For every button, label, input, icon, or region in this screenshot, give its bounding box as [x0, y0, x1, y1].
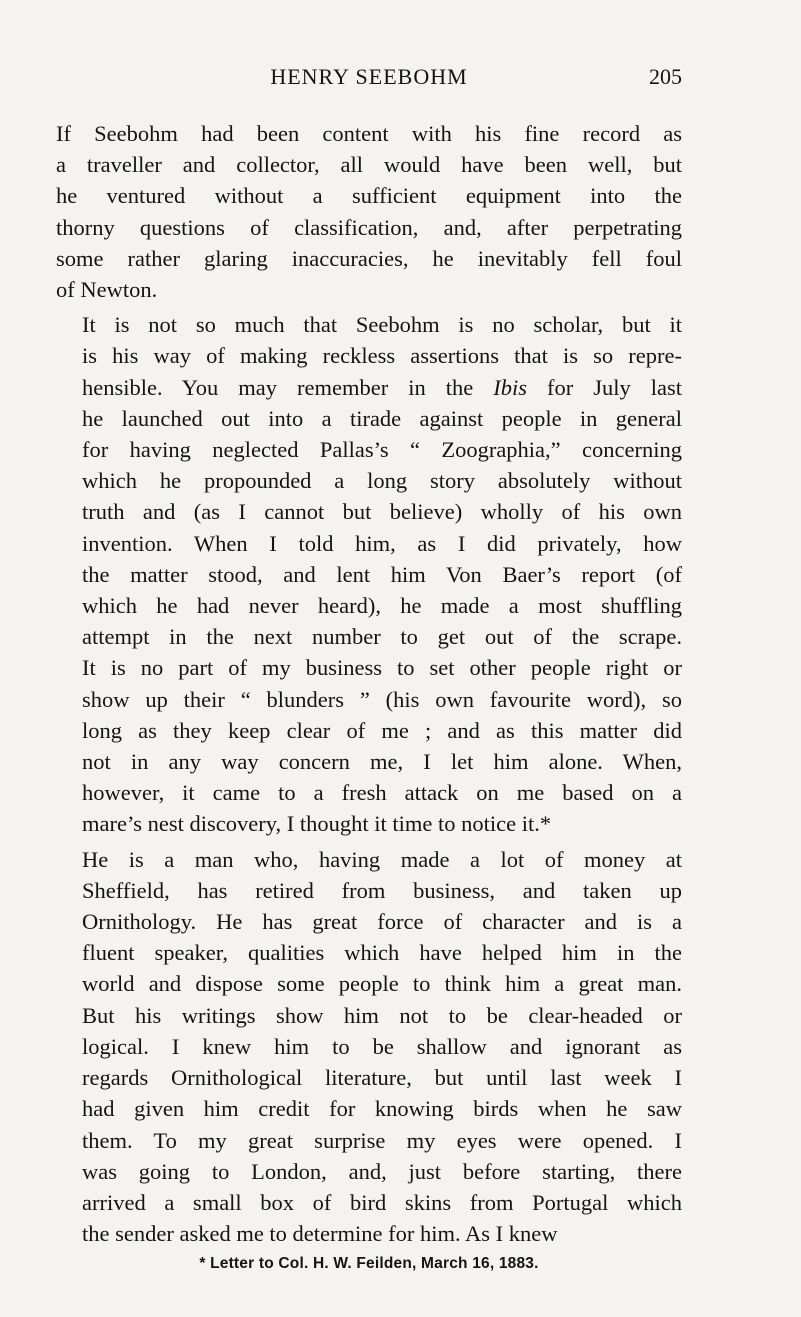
text-line: He is a man who, having made a lot of money at — [82, 846, 682, 872]
text-line: for having neglected Pallas’s “ Zoographia,” concerning — [82, 437, 682, 463]
text-line: long as they keep clear of me ; and as this matter did — [82, 717, 682, 743]
text-line: which he had never heard), he made a most shuffling — [82, 593, 682, 619]
text-line: logical. I knew him to be shallow and ignorant as — [82, 1033, 682, 1059]
text-line: attempt in the next number to get out of the scrape. — [82, 624, 682, 650]
paragraph — [56, 309, 682, 839]
text-line: he launched out into a tirade against people in general — [82, 405, 682, 431]
book-page — [56, 60, 682, 1273]
text-line: show up their “ blunders ” (his own favourite word), so — [82, 686, 682, 712]
text-line: regards Ornithological literature, but until last week I — [82, 1065, 682, 1091]
text-line: had given him credit for knowing birds when he saw — [82, 1096, 682, 1122]
text-line: Sheffield, has retired from business, and taken up — [82, 877, 682, 903]
text-line: the sender asked me to determine for him. As I knew — [82, 1221, 558, 1247]
footnote: * Letter to Col. H. W. Feilden, March 16, 1883. — [199, 1255, 539, 1273]
text-line: some rather glaring inaccuracies, he inevitably fell foul — [56, 245, 682, 271]
text-line: them. To my great surprise my eyes were opened. I — [82, 1127, 682, 1153]
text-line: which he propounded a long story absolutely without — [82, 468, 682, 494]
text-line: But his writings show him not to be clear-headed or — [82, 1002, 682, 1028]
text-line: of Newton. — [56, 277, 158, 303]
text-line: It is no part of my business to set other people right or — [82, 655, 682, 681]
text-line: hensible. You may remember in the Ibis for July last — [82, 374, 682, 400]
text-line: however, it came to a fresh attack on me based on a — [82, 780, 682, 806]
text-line: Ornithology. He has great force of character and is a — [82, 909, 682, 935]
running-title: HENRY SEEBOHM — [270, 64, 468, 89]
page-header — [56, 60, 682, 96]
paragraph — [56, 844, 682, 1250]
text-line: If Seebohm had been content with his fine record as — [56, 121, 682, 146]
text-line: he ventured without a sufficient equipment into the — [56, 183, 682, 209]
text-line: not in any way concern me, I let him alone. When, — [82, 749, 682, 775]
journal-title: Ibis — [493, 374, 527, 400]
text-line: is his way of making reckless assertions that is so repre- — [82, 343, 682, 369]
text-line: truth and (as I cannot but believe) wholly of his own — [82, 499, 682, 525]
text-line: It is not so much that Seebohm is no scholar, but it — [82, 312, 682, 338]
text-line: a traveller and collector, all would have been well, but — [56, 152, 682, 178]
page-number: 205 — [649, 64, 682, 89]
body-text — [56, 118, 682, 1249]
text-line: fluent speaker, qualities which have helped him in the — [82, 940, 682, 966]
text-line: mare’s nest discovery, I thought it time to notice it.* — [82, 811, 552, 837]
text-line: thorny questions of classification, and, after perpetrating — [56, 214, 682, 240]
text-line: was going to London, and, just before starting, there — [82, 1158, 682, 1184]
text-line: the matter stood, and lent him Von Baer’s report (of — [82, 561, 682, 587]
text-line: world and dispose some people to think him a great man. — [82, 971, 682, 997]
text-line: arrived a small box of bird skins from Portugal which — [82, 1189, 682, 1215]
text-line: invention. When I told him, as I did privately, how — [82, 530, 682, 556]
paragraph — [56, 118, 682, 305]
